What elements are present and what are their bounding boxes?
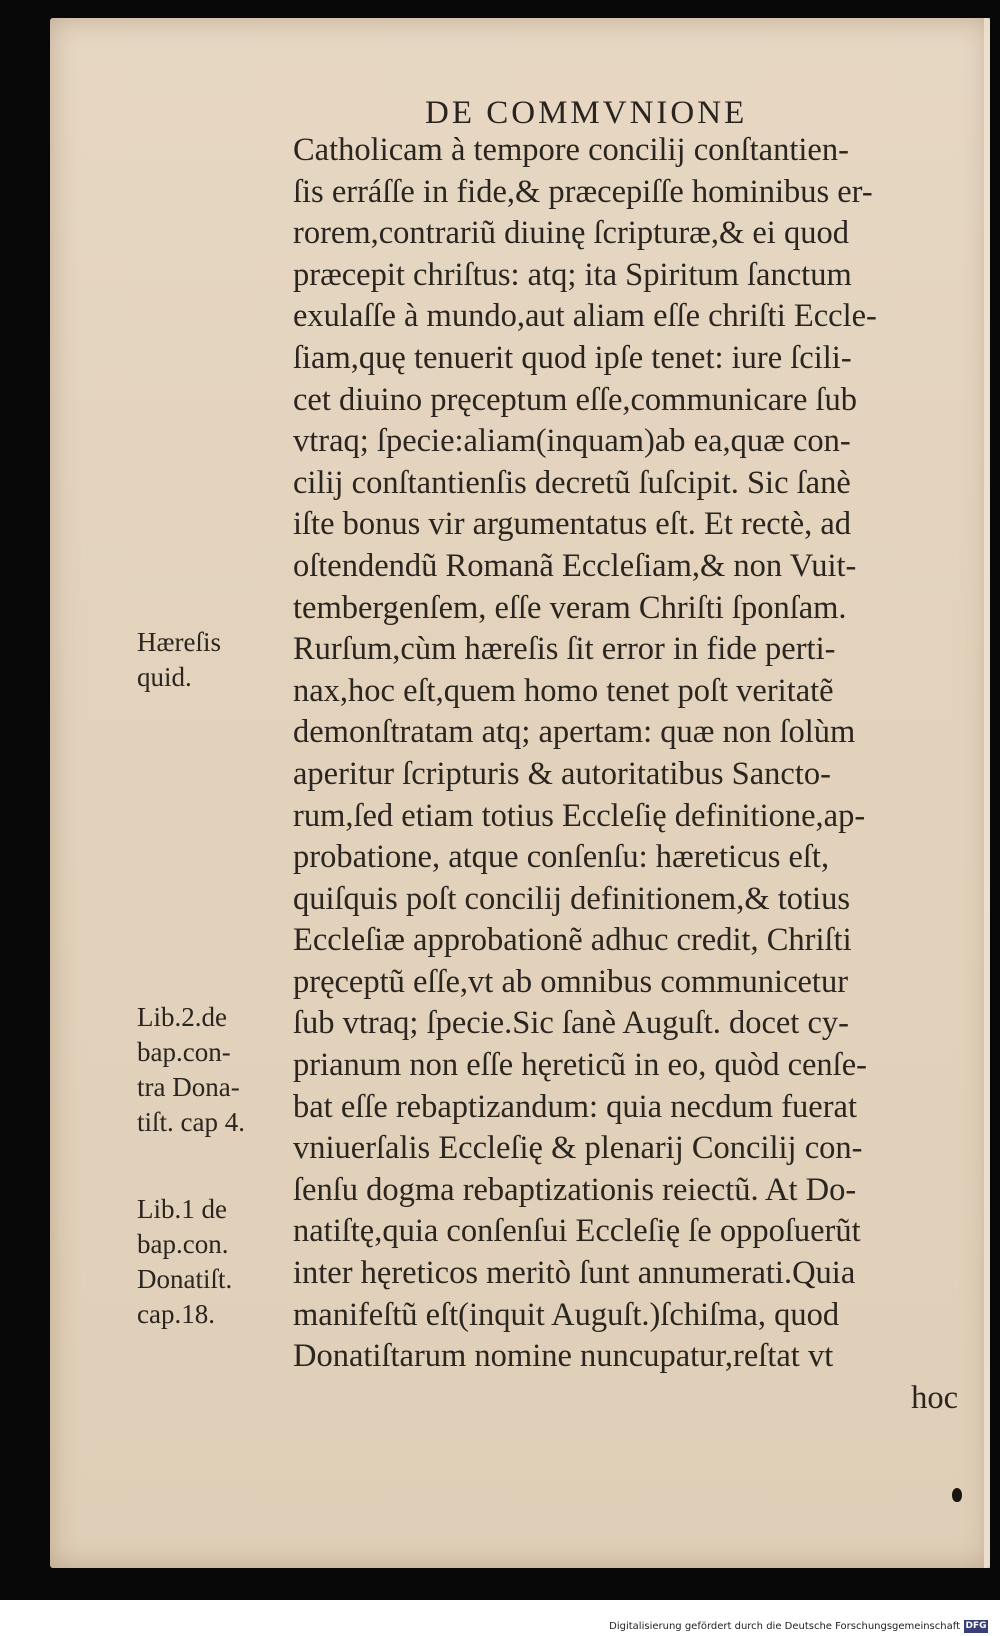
page-edge bbox=[984, 18, 990, 1568]
margin-note-line: quid. bbox=[137, 662, 192, 692]
text-line: probatione, atque conſenſu: hæreticus eſt, bbox=[293, 839, 830, 876]
text-line: natiſtę,quia conſenſui Eccleſię ſe oppoſuerũt bbox=[293, 1213, 861, 1250]
dfg-logo: DFG bbox=[965, 1621, 987, 1631]
margin-note-line: tra Dona- bbox=[137, 1072, 240, 1102]
margin-note-line: Lib.1 de bbox=[137, 1194, 227, 1224]
text-line: bat eſſe rebaptizandum: quia necdum fuerat bbox=[293, 1088, 857, 1125]
text-line: ſub vtraq; ſpecie.Sic ſanè Auguſt. docet cy- bbox=[293, 1005, 849, 1042]
margin-note-line: bap.con- bbox=[137, 1037, 231, 1067]
margin-note-line: Donatiſt. bbox=[137, 1264, 233, 1294]
text-line: Eccleſiæ approbationẽ adhuc credit, Chriſti bbox=[293, 922, 852, 959]
text-line: rum,ſed etiam totius Eccleſię definitione,ap- bbox=[293, 797, 866, 834]
margin-note-haeresis bbox=[137, 625, 287, 695]
margin-note-line: cap.18. bbox=[137, 1299, 215, 1329]
margin-note-line: bap.con. bbox=[137, 1229, 229, 1259]
text-line: cilij conſtantienſis decretũ ſuſcipit. Sic ſanè bbox=[293, 464, 851, 501]
footer-credit: Digitalisierung gefördert durch die Deutsche Forschungsgemeinschaft bbox=[609, 1621, 960, 1632]
text-line: oſtendendũ Romanã Eccleſiam,& non Vuit- bbox=[293, 547, 857, 584]
catchword: hoc bbox=[911, 1379, 958, 1416]
text-line: iſte bonus vir argumentatus eſt. Et rectè, ad bbox=[293, 506, 852, 543]
text-line: aperitur ſcripturis & autoritatibus Sancto- bbox=[293, 755, 831, 792]
margin-note-line: Lib.2.de bbox=[137, 1002, 227, 1032]
text-line: manifeſtũ eſt(inquit Auguſt.)ſchiſma, quod bbox=[293, 1296, 840, 1333]
margin-note-lib2 bbox=[137, 1000, 287, 1140]
text-line: quiſquis poſt concilij definitionem,& totius bbox=[293, 880, 850, 917]
text-line: inter hęreticos meritò ſunt annumerati.Quia bbox=[293, 1255, 856, 1292]
text-line: demonſtratam atq; apertam: quæ non ſolùm bbox=[293, 714, 856, 751]
text-line: ſiam,quę tenuerit quod ipſe tenet: iure ſcili- bbox=[293, 339, 852, 376]
body-text bbox=[293, 130, 958, 1419]
text-line: rorem,contrariũ diuinę ſcripturæ,& ei quod bbox=[293, 215, 849, 252]
text-line: vniuerſalis Eccleſię & plenarij Concilij con- bbox=[293, 1130, 863, 1167]
text-line: exulaſſe à mundo,aut aliam eſſe chriſti Eccle- bbox=[293, 298, 877, 335]
text-line: cet diuino pręceptum eſſe,communicare ſub bbox=[293, 381, 858, 418]
text-line: ſenſu dogma rebaptizationis reiectũ. At Do- bbox=[293, 1171, 857, 1208]
margin-note-lib1 bbox=[137, 1192, 287, 1332]
text-line: nax,hoc eſt,quem homo tenet poſt veritatẽ bbox=[293, 672, 834, 709]
text-line: Rurſum,cùm hæreſis ſit error in fide perti- bbox=[293, 631, 836, 668]
text-line: Donatiſtarum nomine nuncupatur,reſtat vt bbox=[293, 1338, 834, 1375]
running-head: DE COMMVNIONE bbox=[425, 95, 748, 131]
ink-blot-ornament bbox=[952, 1488, 962, 1502]
text-line: ſis erráſſe in fide,& præcepiſſe hominibus er- bbox=[293, 173, 873, 210]
text-line: pręceptũ eſſe,vt ab omnibus communicetur bbox=[293, 963, 849, 1000]
margin-note-line: tiſt. cap 4. bbox=[137, 1107, 245, 1137]
text-line: vtraq; ſpecie:aliam(inquam)ab ea,quæ con- bbox=[293, 423, 851, 460]
text-line: tembergenſem, eſſe veram Chriſti ſponſam. bbox=[293, 589, 847, 626]
text-line: prianum non eſſe hęreticũ in eo, quòd cenſe- bbox=[293, 1047, 867, 1084]
text-line: Catholicam à tempore concilij conſtantien- bbox=[293, 132, 849, 168]
margin-note-line: Hæreſis bbox=[137, 627, 221, 657]
text-line: præcepit chriſtus: atq; ita Spiritum ſanctum bbox=[293, 256, 852, 293]
